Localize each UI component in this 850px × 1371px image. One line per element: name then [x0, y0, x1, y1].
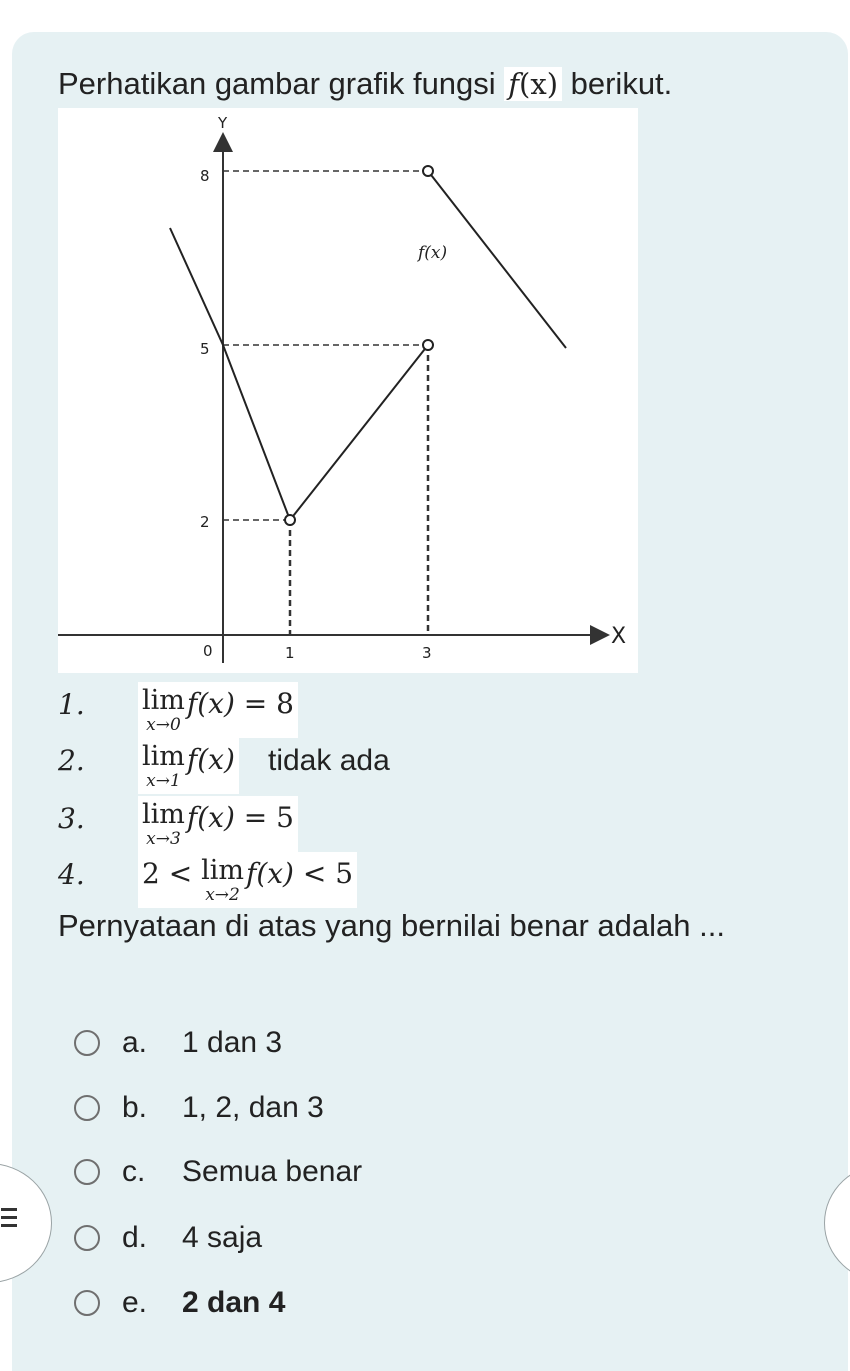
lim-subscript: x→1: [146, 771, 181, 791]
function-notation: [504, 67, 562, 101]
menu-icon: [1, 1208, 17, 1232]
option-label: 1, 2, dan 3: [182, 1091, 324, 1124]
lim-symbol: lim: [201, 855, 244, 886]
radio-button[interactable]: [74, 1095, 100, 1121]
curve-left: [170, 228, 290, 520]
option-letter: c.: [122, 1155, 146, 1188]
statement-value: = 8: [234, 687, 294, 720]
statement-text: tidak ada: [268, 744, 390, 777]
open-point-3-5: [423, 340, 433, 350]
statement-expression: [138, 738, 239, 794]
option-label: 1 dan 3: [182, 1026, 283, 1059]
option-c[interactable]: [74, 1150, 362, 1194]
radio-button[interactable]: [74, 1225, 100, 1251]
option-label: 2 dan 4: [182, 1286, 286, 1319]
statement-expression: [138, 852, 357, 908]
y-tick-2: 2: [200, 513, 210, 531]
option-label: Semua benar: [182, 1155, 363, 1188]
statement-number: 1.: [58, 688, 85, 721]
option-a[interactable]: [74, 1021, 282, 1065]
statement-number: 4.: [58, 858, 85, 891]
function-graph: [58, 108, 638, 673]
statement-lower-bound: 2 <: [142, 857, 202, 890]
option-letter: a.: [122, 1026, 148, 1059]
option-letter: b.: [122, 1091, 148, 1124]
function-term: f(x): [186, 801, 235, 834]
lim-symbol: lim: [142, 799, 185, 830]
option-letter: d.: [122, 1221, 148, 1254]
x-axis-label: X: [611, 624, 627, 649]
function-argument: (x): [519, 67, 559, 101]
open-point-3-8: [423, 166, 433, 176]
statement-value: = 5: [234, 801, 294, 834]
option-d[interactable]: [74, 1216, 262, 1260]
y-tick-5: 5: [200, 340, 210, 358]
option-b[interactable]: [74, 1086, 324, 1130]
y-tick-8: 8: [200, 167, 210, 185]
intro-text-after: berikut.: [562, 66, 673, 101]
statement-number: 3.: [58, 802, 85, 835]
lim-symbol: lim: [142, 741, 185, 772]
option-letter: e.: [122, 1286, 148, 1319]
function-term: f(x): [186, 743, 235, 776]
intro-text-before: Perhatikan gambar grafik fungsi: [58, 66, 505, 101]
radio-button[interactable]: [74, 1030, 100, 1056]
option-e[interactable]: [74, 1281, 285, 1325]
lim-subscript: x→0: [146, 715, 181, 735]
lim-subscript: x→2: [205, 885, 240, 905]
function-term: f(x): [245, 857, 294, 890]
radio-button[interactable]: [74, 1290, 100, 1316]
statement-number: 2.: [58, 744, 85, 777]
function-term: f(x): [186, 687, 235, 720]
curve-right: [428, 171, 566, 348]
statement-expression: [138, 682, 298, 738]
curve-label: f(x): [418, 243, 448, 263]
question-intro: [58, 66, 672, 102]
option-label: 4 saja: [182, 1221, 263, 1254]
function-name: f: [508, 67, 520, 101]
question-text: Pernyataan di atas yang bernilai benar adalah ...: [58, 908, 725, 943]
statement-expression: [138, 796, 298, 852]
y-axis-label: Y: [218, 114, 228, 132]
x-tick-3: 3: [422, 644, 432, 662]
lim-subscript: x→3: [146, 829, 181, 849]
radio-button[interactable]: [74, 1159, 100, 1185]
curve-middle: [290, 345, 428, 520]
x-tick-1: 1: [285, 644, 295, 662]
statement-upper-bound: < 5: [293, 857, 354, 890]
x-tick-0: 0: [203, 642, 213, 660]
open-point-1-2: [285, 515, 295, 525]
lim-symbol: lim: [142, 685, 185, 716]
